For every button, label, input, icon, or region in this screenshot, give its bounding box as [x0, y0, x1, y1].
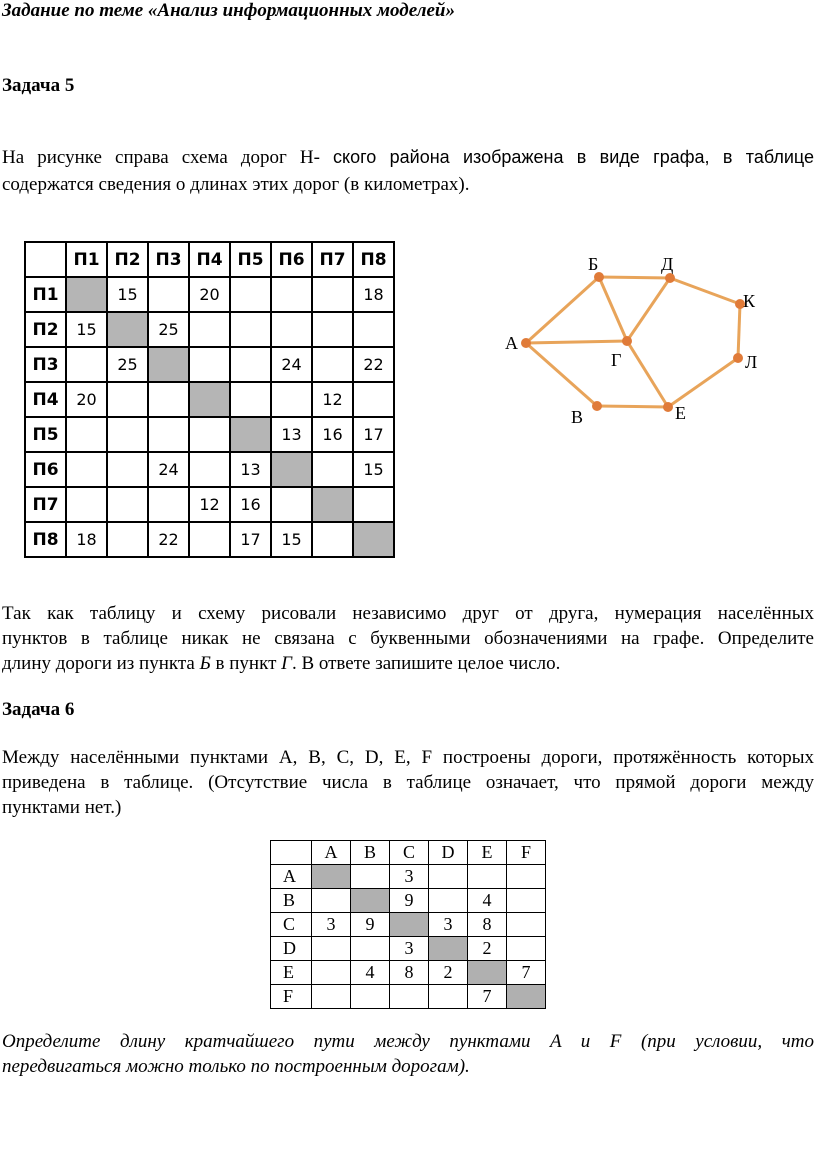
table-cell: 18	[353, 277, 394, 312]
task5-intro-part-b: ского района изображена в виде графа, в таблице	[333, 147, 815, 167]
table-cell: 15	[271, 522, 312, 557]
task5-para-line3-c: в пункт	[210, 653, 282, 674]
col-header: A	[312, 841, 351, 865]
table-cell	[468, 865, 507, 889]
table-cell: 12	[312, 382, 353, 417]
table-cell	[351, 985, 390, 1009]
task6-question-line1: Определите длину кратчайшего пути между пунктами A и F (при условии, что	[2, 1031, 814, 1052]
table-cell	[351, 865, 390, 889]
graph-edge-A-B	[526, 277, 599, 343]
table-cell: 17	[230, 522, 271, 557]
table-cell	[312, 961, 351, 985]
table-cell	[189, 382, 230, 417]
table-cell: 3	[390, 937, 429, 961]
table-cell	[148, 277, 189, 312]
task5-intro	[2, 145, 814, 197]
table-cell	[107, 522, 148, 557]
table-cell: 9	[390, 889, 429, 913]
row-header: П3	[25, 347, 66, 382]
col-header: B	[351, 841, 390, 865]
node-label-A: А	[505, 333, 518, 353]
table-cell	[429, 937, 468, 961]
table-cell	[271, 452, 312, 487]
graph-node-L	[733, 353, 743, 363]
table-cell	[107, 452, 148, 487]
node-label-L: Л	[745, 352, 758, 372]
table-cell	[107, 487, 148, 522]
table-row	[25, 452, 394, 487]
table-cell	[148, 417, 189, 452]
table-cell: 4	[468, 889, 507, 913]
table-row	[271, 913, 546, 937]
table-cell	[312, 277, 353, 312]
task5-para-line1: Так как таблицу и схему рисовали независимо друг от друга, нумерация населённых	[2, 603, 814, 624]
table-cell: 13	[230, 452, 271, 487]
graph-edge-G-E	[627, 341, 668, 407]
task5-para-line2: пунктов в таблице никак не связана с буквенными обозначениями на графе. Определите	[2, 628, 814, 649]
table-cell	[312, 985, 351, 1009]
table-cell	[312, 865, 351, 889]
table-cell: 8	[390, 961, 429, 985]
table-cell: 15	[107, 277, 148, 312]
col-header: D	[429, 841, 468, 865]
task6-heading: Задача 6	[2, 699, 75, 720]
table-cell	[230, 312, 271, 347]
row-header: П2	[25, 312, 66, 347]
table-cell: 3	[312, 913, 351, 937]
table-cell	[230, 417, 271, 452]
table-cell: 24	[148, 452, 189, 487]
col-header: П8	[353, 242, 394, 277]
row-header: П7	[25, 487, 66, 522]
col-header: П6	[271, 242, 312, 277]
table-row	[25, 522, 394, 557]
table-corner	[271, 841, 312, 865]
table-cell	[468, 961, 507, 985]
graph-edge-B-D	[599, 277, 670, 278]
table-cell: 3	[429, 913, 468, 937]
col-header: C	[390, 841, 429, 865]
task5-para-line3-a: длину дороги из пункта	[2, 653, 200, 674]
node-label-E: Е	[675, 403, 686, 423]
graph-node-D	[665, 273, 675, 283]
roads-distance-table	[24, 241, 395, 558]
task5-para-line3-d: Г	[281, 653, 292, 674]
col-header: E	[468, 841, 507, 865]
task5-para-line3-e: . В ответе запишите целое число.	[291, 653, 561, 674]
graph-edge-D-G	[627, 278, 670, 341]
table-cell	[66, 452, 107, 487]
table-cell: 25	[107, 347, 148, 382]
table-row	[25, 487, 394, 522]
task6-question	[2, 1029, 814, 1079]
row-header: П4	[25, 382, 66, 417]
graph-edge-D-K	[670, 278, 740, 304]
table-cell	[353, 312, 394, 347]
table-cell	[271, 277, 312, 312]
table-row	[271, 889, 546, 913]
table-cell	[271, 312, 312, 347]
graph-node-G	[622, 336, 632, 346]
table-cell: 20	[189, 277, 230, 312]
col-header: F	[507, 841, 546, 865]
table-cell	[148, 382, 189, 417]
node-label-B: Б	[588, 254, 599, 274]
task5-para-line3-b: Б	[199, 653, 211, 674]
graph-edge-V-E	[597, 406, 668, 407]
table-cell: 13	[271, 417, 312, 452]
table-row	[25, 312, 394, 347]
table-cell: 15	[66, 312, 107, 347]
table-cell: 16	[230, 487, 271, 522]
graph-edge-A-G	[526, 341, 627, 343]
table-row	[25, 417, 394, 452]
table-cell	[507, 865, 546, 889]
table-cell	[66, 487, 107, 522]
table-cell	[230, 382, 271, 417]
table-cell	[351, 937, 390, 961]
table-cell: 4	[351, 961, 390, 985]
table-cell	[230, 277, 271, 312]
table-row	[25, 277, 394, 312]
table-cell	[189, 522, 230, 557]
col-header: П7	[312, 242, 353, 277]
task5-intro-part-a: На рисунке справа схема дорог Н-	[2, 147, 320, 168]
table-cell	[148, 487, 189, 522]
table-cell	[189, 347, 230, 382]
table-cell	[312, 889, 351, 913]
table-row	[271, 985, 546, 1009]
row-header: C	[271, 913, 312, 937]
table-cell	[271, 382, 312, 417]
table-cell	[429, 889, 468, 913]
table-cell: 2	[468, 937, 507, 961]
table-cell	[312, 347, 353, 382]
table-cell: 24	[271, 347, 312, 382]
task6-line2: приведена в таблице. (Отсутствие числа в таблице означает, что прямой дороги между	[2, 772, 814, 793]
graph-edge-B-G	[599, 277, 627, 341]
table-cell: 3	[390, 865, 429, 889]
col-header: П5	[230, 242, 271, 277]
table-cell	[312, 312, 353, 347]
task6-question-line2: передвигаться можно только по построенным дорогам).	[2, 1056, 470, 1077]
table-row	[271, 937, 546, 961]
col-header: П2	[107, 242, 148, 277]
table-cell: 17	[353, 417, 394, 452]
task5-heading: Задача 5	[2, 75, 75, 96]
node-label-V: В	[571, 407, 584, 427]
row-header: П8	[25, 522, 66, 557]
table-cell: 7	[468, 985, 507, 1009]
table-cell	[107, 382, 148, 417]
table-cell	[507, 889, 546, 913]
table-cell	[351, 889, 390, 913]
row-header: П6	[25, 452, 66, 487]
table-cell: 15	[353, 452, 394, 487]
row-header: F	[271, 985, 312, 1009]
node-label-K: К	[743, 291, 756, 311]
graph-node-E	[663, 402, 673, 412]
graph-node-A	[521, 338, 531, 348]
table-cell: 2	[429, 961, 468, 985]
table-cell	[429, 865, 468, 889]
table-row	[25, 382, 394, 417]
table-cell	[189, 452, 230, 487]
table-cell: 22	[148, 522, 189, 557]
table-cell	[312, 937, 351, 961]
table-row	[271, 961, 546, 985]
task6-line1: Между населёнными пунктами A, B, C, D, E, F построены дороги, протяжённость которых	[2, 747, 814, 768]
table-cell	[353, 487, 394, 522]
table-cell: 20	[66, 382, 107, 417]
table-cell: 16	[312, 417, 353, 452]
road-graph	[495, 240, 785, 440]
table-cell	[230, 347, 271, 382]
node-label-G: Г	[611, 350, 622, 370]
table-cell	[66, 417, 107, 452]
table-cell: 12	[189, 487, 230, 522]
table-cell	[271, 487, 312, 522]
table-cell: 9	[351, 913, 390, 937]
table-cell	[189, 312, 230, 347]
graph-edges	[526, 277, 740, 407]
table-corner	[25, 242, 66, 277]
row-header: E	[271, 961, 312, 985]
row-header: D	[271, 937, 312, 961]
table-cell	[312, 452, 353, 487]
table-cell	[148, 347, 189, 382]
table-cell	[507, 985, 546, 1009]
col-header: П4	[189, 242, 230, 277]
table-cell: 8	[468, 913, 507, 937]
table-cell	[390, 985, 429, 1009]
row-header: B	[271, 889, 312, 913]
graph-edge-K-L	[738, 304, 740, 358]
table-cell	[312, 487, 353, 522]
table-cell	[390, 913, 429, 937]
task6-distance-table	[270, 840, 546, 1009]
table-cell	[429, 985, 468, 1009]
table-cell	[107, 417, 148, 452]
table-row	[25, 347, 394, 382]
row-header: П5	[25, 417, 66, 452]
graph-edge-L-E	[668, 358, 738, 407]
table-row	[271, 865, 546, 889]
col-header: П3	[148, 242, 189, 277]
task6-intro	[2, 745, 814, 820]
task5-intro-line2: содержатся сведения о длинах этих дорог (в километрах).	[2, 174, 470, 195]
table-cell	[353, 382, 394, 417]
graph-node-V	[592, 401, 602, 411]
table-cell	[66, 347, 107, 382]
task6-line3: пунктами нет.)	[2, 797, 122, 818]
node-label-D: Д	[661, 254, 674, 274]
table-cell	[66, 277, 107, 312]
table-cell	[353, 522, 394, 557]
row-header: П1	[25, 277, 66, 312]
table-cell: 18	[66, 522, 107, 557]
table-cell	[107, 312, 148, 347]
page-title: Задание по теме «Анализ информационных моделей»	[2, 0, 455, 21]
table-cell: 22	[353, 347, 394, 382]
table-cell: 25	[148, 312, 189, 347]
table-cell	[507, 937, 546, 961]
table-cell	[507, 913, 546, 937]
table-cell	[312, 522, 353, 557]
row-header: A	[271, 865, 312, 889]
table-cell: 7	[507, 961, 546, 985]
table-cell	[189, 417, 230, 452]
task5-question	[2, 601, 814, 676]
graph-edge-A-V	[526, 343, 597, 406]
col-header: П1	[66, 242, 107, 277]
